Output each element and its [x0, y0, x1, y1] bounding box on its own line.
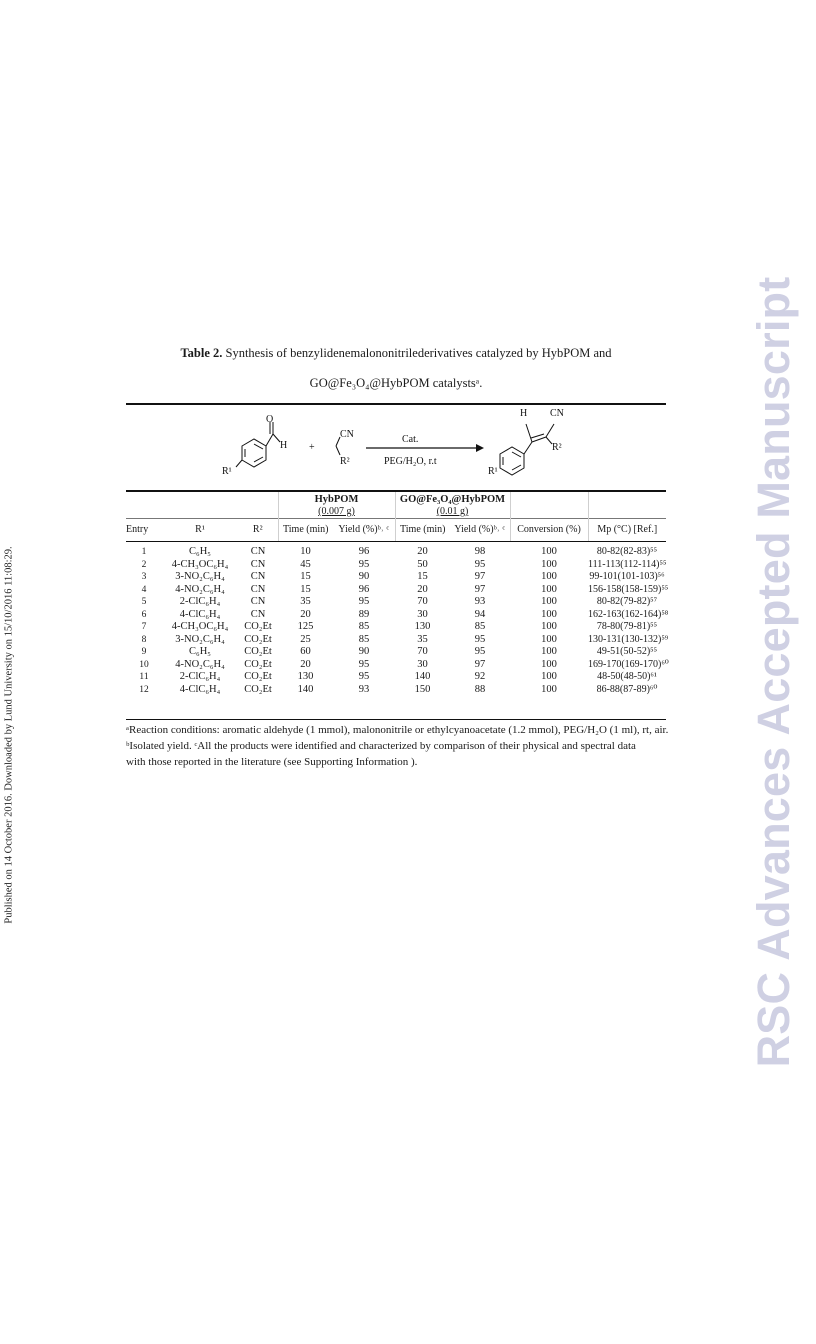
catalyst-label: Cat.: [402, 434, 419, 445]
oxygen-label: O: [266, 414, 274, 425]
table-cell: 86-88(87-89)⁶⁰: [596, 683, 658, 695]
table-row: [126, 621, 666, 634]
table-cell: 125: [297, 621, 314, 632]
table-cell: 10: [139, 659, 149, 670]
table-cell: C₆H₅: [189, 646, 211, 657]
table-cell: CO₂Et: [244, 683, 272, 695]
table-cell: 95: [358, 596, 370, 607]
product-r1-label: R¹: [488, 466, 498, 477]
table-cell: 162-163(162-164)⁵⁸: [588, 608, 669, 620]
table-cell: 49-51(50-52)⁵⁵: [596, 646, 658, 657]
table-row: [126, 634, 666, 647]
table-cell: CO₂Et: [244, 621, 272, 632]
table-caption-text: Synthesis of benzylidenemalononitrilederivatives catalyzed by HybPOM and: [225, 346, 612, 360]
table-cell: 95: [474, 558, 486, 570]
table-cell: 6: [141, 609, 147, 620]
table-cell: 4-ClC₆H₄: [179, 608, 221, 620]
table-cell: 48-50(48-50)⁶¹: [597, 671, 657, 682]
table-cell: 89: [358, 608, 370, 620]
nitrile-cn-label: CN: [340, 429, 354, 440]
table-cell: 130: [297, 671, 314, 682]
table-cell: 150: [414, 683, 431, 695]
conditions-label: PEG/H₂O, r.t: [384, 456, 437, 467]
table-cell: 4-CH₃OC₆H₄: [171, 621, 229, 632]
table-cell: 95: [358, 658, 370, 670]
table-cell: CN: [250, 596, 266, 607]
table-row: [126, 559, 666, 572]
table-cell: 4: [141, 584, 147, 595]
nitrile-r2-label: R²: [340, 456, 350, 467]
table-row: [126, 542, 666, 559]
table-cell: 100: [541, 671, 557, 682]
table-cell: 140: [414, 671, 431, 682]
table-cell: 80-82(82-83)⁵⁵: [596, 546, 658, 557]
table-cell: 3-NO₂C₆H₄: [175, 571, 225, 582]
table-cell: 100: [541, 621, 557, 632]
table-cell: 60: [300, 646, 311, 657]
table-cell: CO₂Et: [244, 633, 272, 645]
table-cell: 99-101(101-103)⁵⁶: [589, 571, 665, 582]
table-cell: 100: [541, 558, 557, 570]
table-row: [126, 684, 666, 697]
group-amount-row: [126, 506, 666, 519]
table-cell: 140: [297, 683, 314, 695]
table-cell: 3: [141, 572, 147, 582]
table-cell: 90: [358, 646, 370, 657]
col-header-r2: R²: [238, 519, 278, 542]
table-bottom-rule: [126, 719, 666, 720]
table-cell: 97: [474, 583, 486, 595]
table-cell: 20: [300, 658, 311, 670]
table-cell: 2: [141, 559, 147, 570]
table-cell: 100: [541, 583, 557, 595]
table-cell: 100: [541, 658, 557, 670]
table-cell: 9: [141, 647, 147, 657]
results-table: [126, 492, 669, 696]
reaction-scheme-drawing: [126, 404, 666, 490]
table-cell: 95: [474, 646, 486, 657]
table-cell: 4-NO₂C₆H₄: [175, 658, 225, 670]
table-cell: CO₂Et: [244, 646, 272, 657]
table-cell: 97: [474, 658, 486, 670]
results-table-body: [126, 542, 669, 697]
table-cell: 2-ClC₆H₄: [179, 671, 221, 682]
table-cell: CN: [250, 583, 266, 595]
go-hybpom-amount: (0.01 g): [436, 506, 469, 517]
table-row: [126, 659, 666, 672]
product-structure: [500, 424, 554, 475]
table-cell: 100: [541, 633, 557, 645]
table-cell: 70: [417, 646, 428, 657]
footnote-b: ᵇIsolated yield. ᶜAll the products were identified and characterized by comparison of their physical and spectral data: [126, 740, 636, 752]
table-cell: 30: [417, 608, 428, 620]
table-cell: 95: [358, 671, 370, 682]
table-cell: 3-NO₂C₆H₄: [175, 633, 225, 645]
hybpom-amount: (0.007 g): [318, 506, 355, 517]
table-cell: 100: [541, 683, 557, 695]
table-cell: 156-158(158-159)⁵⁵: [588, 583, 669, 595]
table-cell: 169-170(169-170)⁶⁰: [588, 658, 669, 670]
table-cell: 90: [358, 571, 370, 582]
table-cell: 50: [417, 558, 428, 570]
table-cell: CO₂Et: [244, 671, 272, 682]
table-cell: 97: [474, 571, 486, 582]
table-cell: 8: [141, 634, 147, 645]
table-cell: 11: [139, 672, 149, 682]
table-cell: 20: [300, 608, 311, 620]
table-cell: 94: [474, 608, 486, 620]
col-header-yield-2: Yield (%)ᵇ˒ ᶜ: [450, 519, 510, 542]
col-header-conversion: Conversion (%): [510, 519, 588, 542]
footnote-a: ᵃReaction conditions: aromatic aldehyde (1 mmol), malononitrile or ethylcyanoacetate (1.2 mmol), PEG/H₂O (1 ml), rt, air.: [126, 724, 669, 736]
table-cell: 93: [474, 596, 486, 607]
product-cn-label: CN: [550, 408, 564, 419]
table-cell: CN: [250, 558, 266, 570]
table-cell: 4-NO₂C₆H₄: [175, 583, 225, 595]
table-cell: 15: [300, 583, 311, 595]
accepted-manuscript-watermark: RSC Advances Accepted Manuscript: [748, 276, 799, 1068]
table-row: [126, 671, 666, 684]
table-cell: 10: [300, 546, 311, 557]
reaction-arrow-head: [476, 444, 484, 452]
table-cell: 92: [474, 671, 486, 682]
product-h-label: H: [520, 408, 528, 419]
table-cell: 80-82(79-82)⁵⁷: [596, 596, 658, 607]
table-cell: 88: [474, 683, 486, 695]
table-cell: 45: [300, 558, 311, 570]
table-caption-line2: GO@Fe₃O₄@HybPOM catalystsᵃ.: [309, 376, 483, 390]
table-cell: 35: [300, 596, 311, 607]
table-cell: 96: [358, 583, 370, 595]
table-cell: 100: [541, 546, 557, 557]
table-cell: CO₂Et: [244, 658, 272, 670]
col-header-time-2: Time (min): [395, 519, 450, 542]
table-cell: 7: [141, 622, 147, 632]
table-cell: 85: [474, 621, 486, 632]
publication-note: Published on 14 October 2016. Downloaded by Lund University on 15/10/2016 11:08:29.: [3, 546, 15, 924]
hybpom-group-header: HybPOM: [278, 492, 395, 506]
table-cell: 20: [417, 583, 428, 595]
footnote-c: with those reported in the literature (see Supporting Information ).: [126, 756, 418, 768]
group-header-row: [126, 492, 666, 506]
table-cell: 85: [358, 621, 370, 632]
col-header-r1: R¹: [162, 519, 238, 542]
r1-label: R¹: [222, 466, 232, 477]
table-cell: 111-113(112-114)⁵⁵: [588, 558, 667, 570]
aldehyde-structure: [236, 422, 280, 467]
reaction-scheme: [126, 404, 666, 490]
table-cell: 100: [541, 571, 557, 582]
table-cell: 15: [300, 571, 311, 582]
table-cell: 100: [541, 646, 557, 657]
table-cell: 4-CH₃OC₆H₄: [171, 558, 229, 570]
col-header-yield-1: Yield (%)ᵇ˒ ᶜ: [333, 519, 395, 542]
table-cell: 20: [417, 546, 428, 557]
product-r2-label: R²: [552, 442, 562, 453]
table-cell: 130: [414, 621, 431, 632]
table-cell: CN: [250, 546, 266, 557]
table-label: Table 2.: [180, 346, 223, 360]
table-cell: 98: [474, 546, 486, 557]
table-row: [126, 646, 666, 659]
table-cell: C₆H₅: [189, 546, 211, 557]
table-cell: 96: [358, 546, 370, 557]
table-row: [126, 609, 666, 622]
table-caption-line1: [126, 346, 666, 361]
table-cell: 95: [474, 633, 486, 645]
col-header-mp: Mp (°C) [Ref.]: [588, 519, 666, 542]
table-cell: 100: [541, 596, 557, 607]
table-cell: 25: [300, 633, 311, 645]
table-cell: 70: [417, 596, 428, 607]
plus-sign: +: [309, 442, 315, 453]
table-cell: 4-ClC₆H₄: [179, 683, 221, 695]
table-cell: CN: [250, 608, 266, 620]
table-cell: CN: [250, 571, 266, 582]
table-cell: 30: [417, 658, 428, 670]
table-cell: 12: [139, 684, 149, 695]
table-footnotes: [126, 722, 706, 770]
table-cell: 35: [417, 633, 428, 645]
table-row: [126, 596, 666, 609]
table-cell: 93: [358, 683, 370, 695]
table-cell: 78-80(79-81)⁵⁵: [596, 621, 658, 632]
aldehyde-h-label: H: [280, 440, 288, 451]
table-cell: 1: [141, 547, 147, 557]
column-header-row: [126, 519, 666, 542]
table-cell: 2-ClC₆H₄: [179, 596, 221, 607]
col-header-time-1: Time (min): [278, 519, 333, 542]
table-cell: 100: [541, 608, 557, 620]
table-row: [126, 571, 666, 584]
table-cell: 95: [358, 558, 370, 570]
table-cell: 130-131(130-132)⁵⁹: [588, 633, 669, 645]
table-cell: 5: [141, 597, 147, 607]
go-hybpom-group-header: GO@Fe₃O₄@HybPOM: [395, 492, 510, 506]
col-header-entry: Entry: [126, 519, 162, 542]
table-cell: 85: [358, 633, 370, 645]
table-cell: 15: [417, 571, 428, 582]
table-row: [126, 584, 666, 597]
